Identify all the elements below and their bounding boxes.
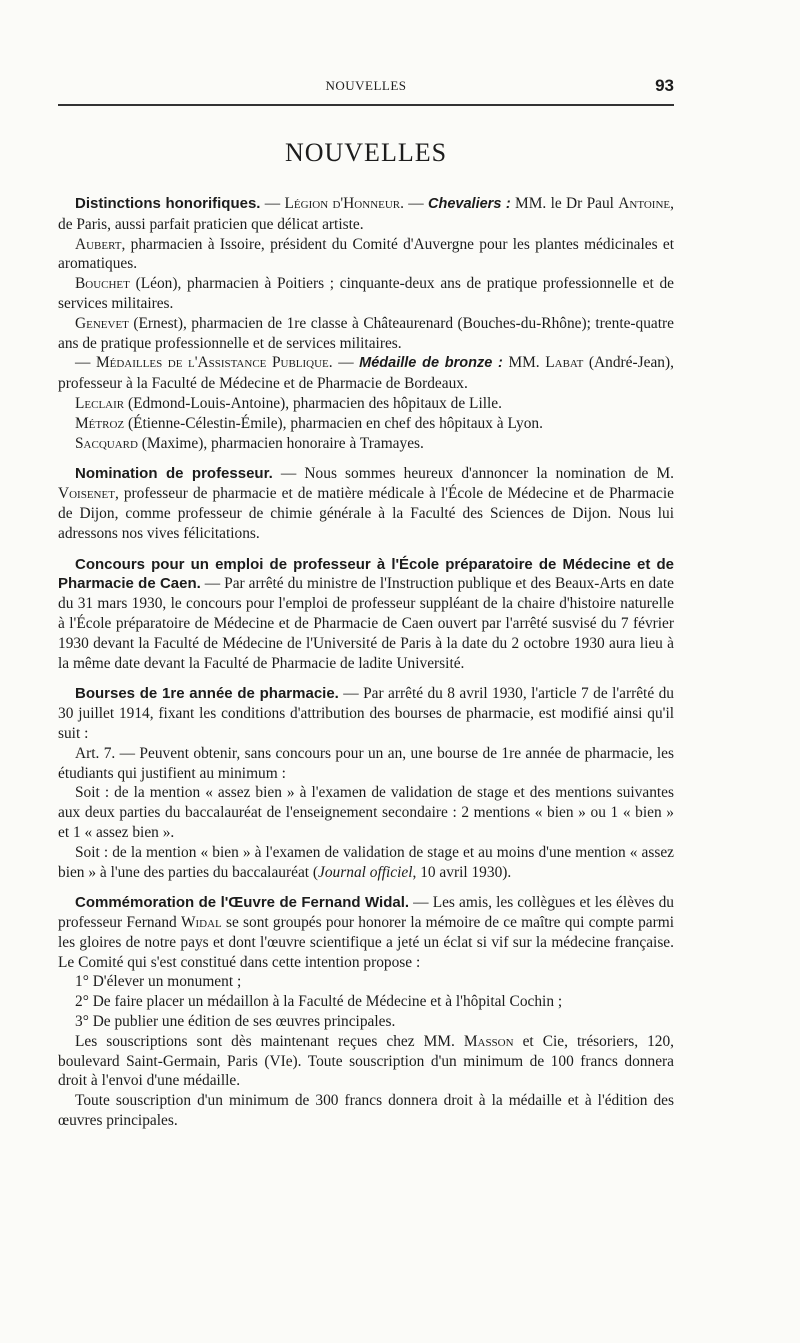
text-span: — Par arrêté du ministre de l'Instruction publique et des Beaux-Arts en date du 31 mars 1930, le concours pour l'emploi de professeur suppléant de la chaire d'histoire naturelle à l'École préparatoire de Médecine et de Pharmacie de Caen ouvert par l'arrêté susvisé du 7 février 1930 devant la Faculté de Médecine de l'Université de Paris à la date du 2 octobre 1930 aura lieu à la même date devant la Faculté de Pharmacie de ladite Université. (58, 575, 674, 672)
paragraph-widal (58, 893, 674, 972)
section-heading-concours: Concours pour un emploi de professeur à l'École préparatoire de Médecine et de Pharmacie de Caen. (58, 555, 674, 593)
journal-officiel: Journal officiel (318, 863, 413, 881)
paragraph-bourses-art7: Art. 7. — Peuvent obtenir, sans concours pour un an, une bourse de 1re année de pharmacie, les étudiants qui justifient au minimum : (58, 744, 674, 782)
text-span: — (332, 354, 360, 372)
text-span: se sont groupés pour honorer la mémoire de ce maître qui compte parmi les gloires de notre pays et dont l'œuvre scientifique a jeté un éclat si vif sur la médecine française. Le Comité qui s'est constitué dans cette intention propose : (58, 914, 674, 971)
paragraph-metroz (58, 414, 674, 434)
name-masson: Masson (463, 1032, 514, 1050)
name-antoine: Antoine (618, 195, 671, 212)
paragraph-bourses (58, 684, 674, 743)
paragraph-nomination (58, 464, 674, 543)
section-heading-distinctions: Distinctions honorifiques. (75, 195, 261, 212)
paragraph-sacquard (58, 434, 674, 454)
name-aubert: Aubert (75, 235, 122, 253)
paragraph-bouchet (58, 274, 674, 314)
paragraph-bourses-soit1: Soit : de la mention « assez bien » à l'examen de validation de stage et des mentions suivantes aux deux parties du baccalauréat de l'enseignement secondaire : 2 mentions « bien » ou 1 « bien » et 1 « assez bien ». (58, 784, 674, 841)
paragraph-distinctions-antoine (58, 194, 674, 235)
name-sacquard: Sacquard (75, 434, 138, 452)
paragraph-medailles (58, 353, 674, 394)
paragraph-concours (58, 555, 674, 674)
text-span: Soit : de la mention « bien » à l'examen de validation de stage et au moins d'une mention « assez bien » à l'une des parties du baccalauréat ( (58, 843, 674, 881)
running-title: NOUVELLES (325, 78, 407, 93)
paragraph-bourses-soit2 (58, 843, 674, 883)
list-item-edition: 3° De publier une édition de ses œuvres principales. (75, 1013, 396, 1031)
text-span: (Étienne-Célestin-Émile), pharmacien en chef des hôpitaux à Lyon. (124, 414, 543, 432)
text-span: — Les amis, les collègues et les élèves du professeur Fernand (58, 894, 674, 932)
text-span: — (403, 195, 429, 212)
text-span: (André-Jean), professeur à la Faculté de Médecine et de Pharmacie de Bordeaux. (58, 354, 674, 393)
paragraph-genevet (58, 314, 674, 354)
text-span: , pharmacien à Issoire, président du Comité d'Auvergne pour les plantes médicinales et aromatiques. (58, 235, 674, 273)
text-span: (Léon), pharmacien à Poitiers ; cinquante-deux ans de pratique professionnelle et de services militaires. (58, 275, 674, 312)
section-subheading-medailles: Médailles de l'Assistance Publique. (95, 354, 333, 372)
text-span: MM. le Dr Paul (510, 195, 619, 212)
text-span: MM. (502, 354, 546, 372)
text-span: — (75, 354, 96, 372)
name-bouchet: Bouchet (75, 275, 130, 293)
paragraph-aubert (58, 235, 674, 275)
medaille-bronze-label: Médaille de bronze : (359, 355, 503, 372)
text-span: , professeur de pharmacie et de matière médicale à l'École de Médecine et de Pharmacie de Dijon, comme professeur de chimie générale à la Faculté des Sciences de Dijon. Nous lui adressons nos vives félicitations. (58, 485, 674, 542)
name-metroz: Métroz (75, 414, 125, 432)
running-head (58, 76, 674, 96)
list-item-monument: 1° D'élever un monument ; (75, 973, 242, 991)
paragraph-leclair (58, 394, 674, 414)
section-heading-bourses: Bourses de 1re année de pharmacie. (75, 685, 339, 703)
text-span: et Cie, trésoriers, 120, boulevard Saint-Germain, Paris (VIe). Toute souscription d'un minimum de 100 francs donnera droit à l'envoi d'une médaille. (58, 1032, 674, 1090)
name-widal: Widal (180, 914, 222, 932)
name-leclair: Leclair (75, 394, 125, 412)
section-heading-widal: Commémoration de l'Œuvre de Fernand Widal. (75, 894, 410, 912)
text-span: , de Paris, aussi parfait praticien que délicat artiste. (58, 195, 674, 233)
page-number: 93 (655, 76, 674, 95)
text-span: (Edmond-Louis-Antoine), pharmacien des hôpitaux de Lille. (124, 394, 502, 412)
text-span: , 10 avril 1930). (412, 863, 512, 881)
chevaliers-label: Chevaliers : (428, 196, 511, 212)
header-rule (58, 104, 674, 106)
section-heading-nomination: Nomination de professeur. (75, 465, 273, 483)
list-item-medaillon: 2° De faire placer un médaillon à la Faculté de Médecine et à l'hôpital Cochin ; (75, 993, 563, 1011)
text-span: — Par arrêté du 8 avril 1930, l'article 7 de l'arrêté du 30 juillet 1914, fixant les conditions d'attribution des bourses de pharmacie, est modifié ainsi qu'il suit : (58, 685, 674, 742)
article-body (58, 194, 674, 1131)
text-span: (Maxime), pharmacien honoraire à Tramayes. (137, 434, 424, 452)
text-span: (Ernest), pharmacien de 1re classe à Châteaurenard (Bouches-du-Rhône); trente-quatre ans de pratique professionnelle et de services militaires. (58, 314, 674, 352)
page-title: NOUVELLES (284, 138, 448, 167)
paragraph-souscriptions (58, 1032, 674, 1091)
name-voisenet: Voisenet (58, 485, 115, 503)
section-subheading-legion: Légion d'Honneur. (284, 195, 404, 212)
text-span: Les souscriptions sont dès maintenant reçues chez MM. (75, 1032, 464, 1050)
paragraph-souscription-300: Toute souscription d'un minimum de 300 francs donnera droit à la médaille et à l'édition des œuvres principales. (58, 1092, 674, 1130)
name-genevet: Genevet (75, 314, 129, 332)
text-span: — Nous sommes heureux d'annoncer la nomination de M. (272, 465, 675, 483)
text-span: — (260, 195, 285, 212)
name-labat: Labat (545, 354, 584, 372)
